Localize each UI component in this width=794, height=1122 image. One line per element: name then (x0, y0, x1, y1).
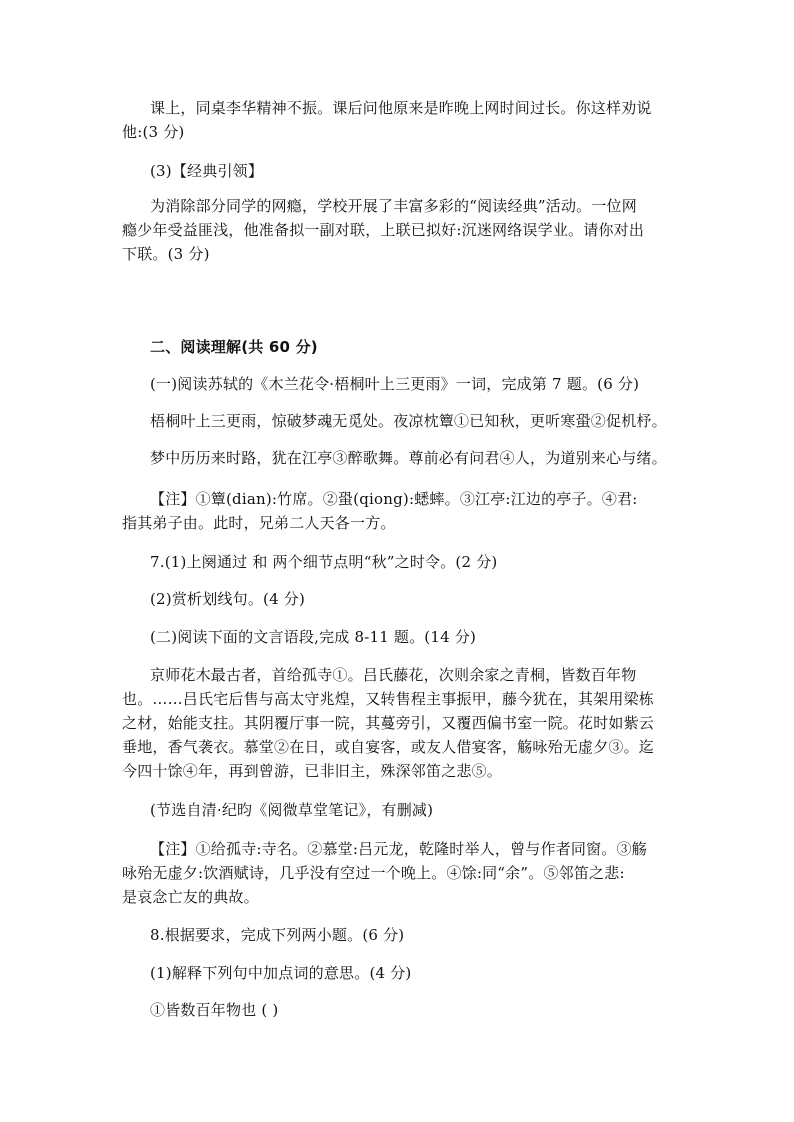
source-citation: (节选自清·纪昀《阅微草堂笔记》，有删减) (150, 801, 434, 819)
poem-line: 梧桐叶上三更雨，惊破梦魂无觅处。夜凉枕簟①已知秋，更听寒蛩②促机杼。 (150, 412, 667, 430)
paragraph-line: 他:(3 分) (122, 123, 185, 141)
question-8-1-item: ①皆数百年物也 ( ) (150, 1001, 279, 1019)
passage-line: 之材，始能支拄。其阴覆厅事一院，其蔓旁引，又覆西偏书室一院。花时如紫云 (122, 714, 655, 732)
part-intro: (二)阅读下面的文言语段,完成 8-11 题。(14 分) (150, 628, 477, 646)
passage-line: 京师花木最古者，首给孤寺①。吕氏藤花，次则余家之青桐，皆数百年物 (150, 666, 637, 684)
question-title: (3)【经典引领】 (150, 162, 264, 180)
passage-line: 垂地，香气袭衣。慕堂②在日，或自宴客，或友人借宴客，觞咏殆无虚夕③。迄 (122, 738, 655, 756)
note-line: 是哀念亡友的典故。 (122, 888, 259, 906)
section-heading: 二、阅读理解(共 60 分) (150, 338, 318, 356)
question-8-1: (1)解释下列句中加点词的意思。(4 分) (150, 964, 412, 982)
note-line: 【注】①簟(dian):竹席。②蛩(qiong):蟋蟀。③江亭:江边的亭子。④君: (150, 490, 638, 508)
question-7-1: 7.(1)上阕通过 和 两个细节点明“秋”之时令。(2 分) (150, 553, 498, 571)
note-line: 【注】①给孤寺:寺名。②慕堂:吕元龙，乾隆时举人，曾与作者同窗。③觞 (150, 840, 647, 858)
paragraph-line: 瘾少年受益匪浅，他准备拟一副对联，上联已拟好:沉迷网络误学业。请你对出 (122, 221, 645, 239)
passage-line: 也。……吕氏宅后售与高太守兆煌，又转售程主事振甲，藤今犹在，其架用梁栋 (122, 690, 655, 708)
question-8: 8.根据要求，完成下列两小题。(6 分) (150, 926, 405, 944)
paragraph-line: 下联。(3 分) (122, 245, 210, 263)
passage-line: 今四十馀④年，再到曾游，已非旧主，殊深邻笛之悲⑤。 (122, 762, 503, 780)
note-line: 指其弟子由。此时，兄弟二人天各一方。 (122, 514, 396, 532)
paragraph-line: 课上，同桌李华精神不振。课后问他原来是昨晚上网时间过长。你这样劝说 (150, 99, 652, 117)
note-line: 咏殆无虚夕:饮酒赋诗，几乎没有空过一个晚上。④馀:同“余”。⑤邻笛之悲: (122, 864, 625, 882)
paragraph-line: 为消除部分同学的网瘾，学校开展了丰富多彩的“阅读经典”活动。一位网 (150, 197, 637, 215)
question-7-2: (2)赏析划线句。(4 分) (150, 590, 306, 608)
part-intro: (一)阅读苏轼的《木兰花令·梧桐叶上三更雨》一词，完成第 7 题。(6 分) (150, 375, 640, 393)
poem-line: 梦中历历来时路，犹在江亭③醉歌舞。尊前必有问君④人，为道别来心与绪。 (150, 449, 667, 467)
